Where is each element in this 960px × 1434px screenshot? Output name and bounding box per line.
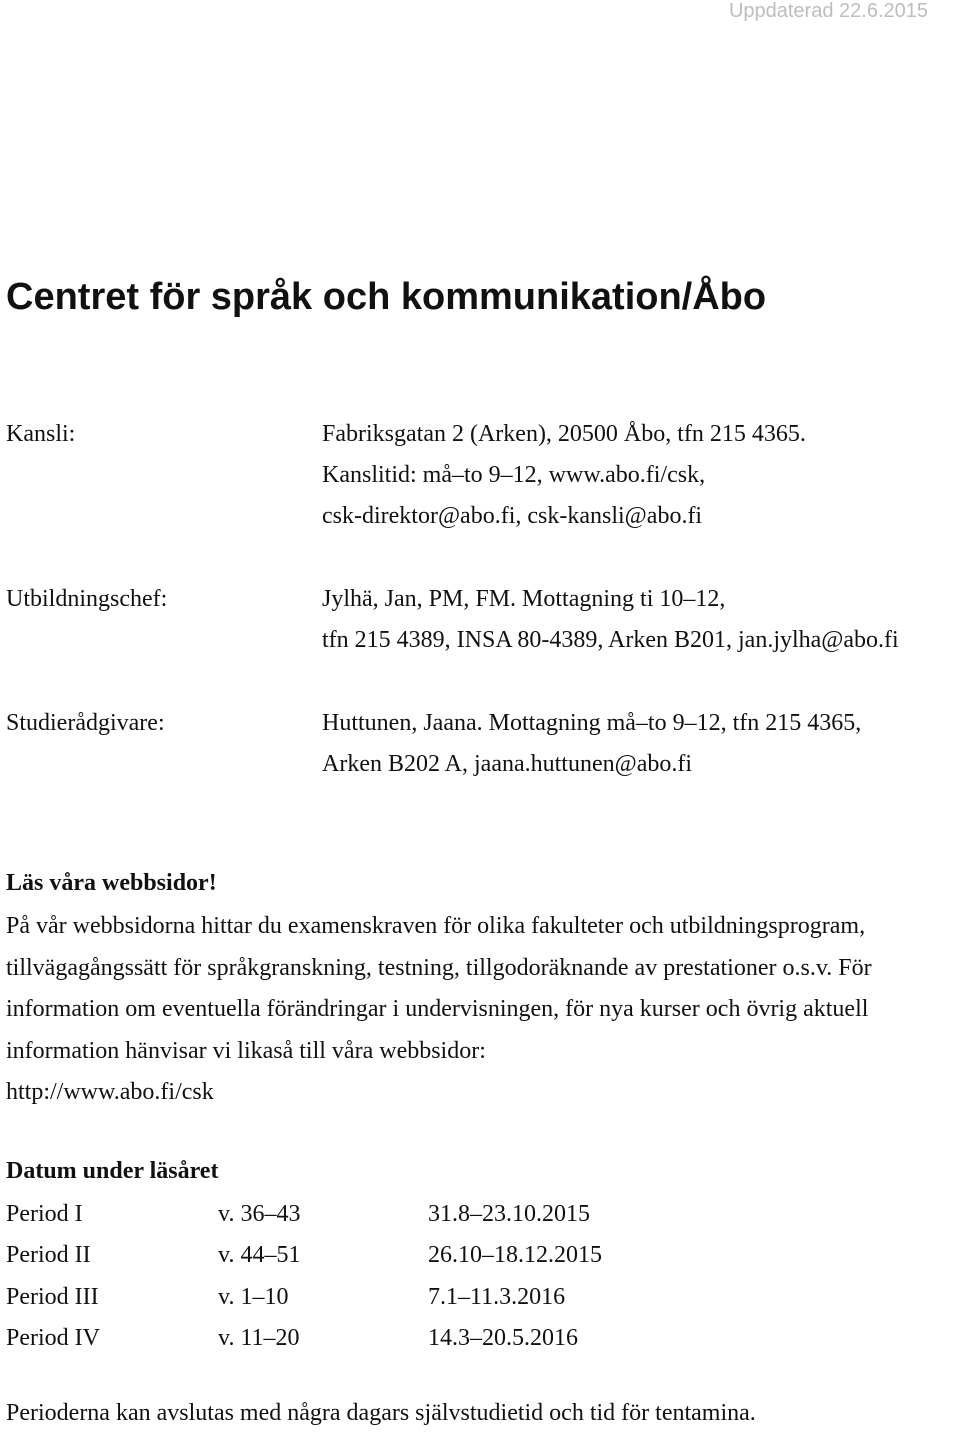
contact-label: Kansli: [6,421,76,447]
contact-label: Studierådgivare: [6,710,165,736]
paragraph-line: På vår webbsidorna hittar du examenskraven för olika fakulteter och utbildningsprogram, [6,913,866,939]
contact-details [322,414,806,537]
period-name: Period III [6,1283,99,1310]
period-name: Period II [6,1242,91,1269]
period-dates: 14.3–20.5.2016 [428,1324,578,1351]
contact-line: Fabriksgatan 2 (Arken), 20500 Åbo, tfn 215 4365. [322,421,806,447]
period-weeks: v. 36–43 [218,1201,301,1227]
dates-heading: Datum under läsåret [6,1158,219,1184]
contact-line: Huttunen, Jaana. Mottagning må–to 9–12, tfn 215 4365, [322,710,862,736]
period-weeks: v. 11–20 [218,1324,300,1351]
paragraph-line: information om eventuella förändringar i undervisningen, för nya kurser och övrig aktuell [6,996,869,1022]
contact-line: tfn 215 4389, INSA 80-4389, Arken B201, jan.jylha@abo.fi [322,627,899,653]
periods-footnote: Perioderna kan avslutas med några dagars självstudietid och tid för tentamina. [6,1400,756,1426]
period-dates: 26.10–18.12.2015 [428,1242,602,1269]
period-dates: 31.8–23.10.2015 [428,1201,590,1227]
contact-label: Utbildningschef: [6,586,168,612]
contact-line: Arken B202 A, jaana.huttunen@abo.fi [322,751,693,777]
contact-line: csk-direktor@abo.fi, csk-kansli@abo.fi [322,503,703,529]
period-name: Period IV [6,1324,100,1351]
web-link[interactable]: http://www.abo.fi/csk [6,1079,214,1105]
updated-date: Uppdaterad 22.6.2015 [728,0,928,22]
page-title: Centret för språk och kommunikation/Åbo [6,276,767,318]
paragraph-line: information hänvisar vi likaså till våra webbsidor: [6,1037,486,1064]
period-weeks: v. 44–51 [218,1242,301,1269]
paragraph-line: tillvägagångssätt för språkgranskning, testning, tillgodoräknande av prestationer o.s.v. För [6,954,872,981]
contact-details [322,579,899,661]
web-heading: Läs våra webbsidor! [6,870,217,896]
contact-line: Kanslitid: må–to 9–12, www.abo.fi/csk, [322,462,706,488]
contact-details [322,703,861,785]
contact-line: Jylhä, Jan, PM, FM. Mottagning ti 10–12, [322,586,726,612]
period-weeks: v. 1–10 [218,1283,289,1310]
web-paragraph [6,906,958,1114]
period-dates: 7.1–11.3.2016 [428,1283,566,1310]
period-name: Period I [6,1201,83,1227]
